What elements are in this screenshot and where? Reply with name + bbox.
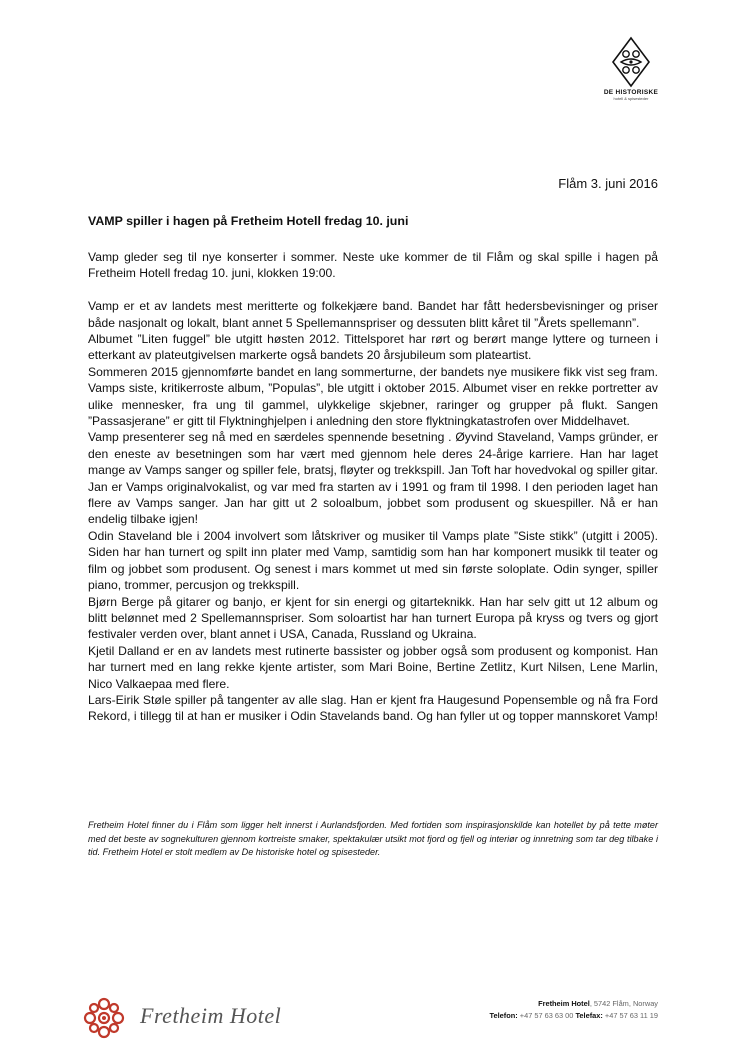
contact-name: Fretheim Hotel <box>538 999 590 1008</box>
contact-address-line <box>490 998 658 1010</box>
fretheim-wordmark: Fretheim Hotel <box>140 1003 282 1028</box>
paragraph: Vamp gleder seg til nye konserter i sommer. Neste uke kommer de til Flåm og skal spille i hagen på Fretheim Hotell fredag 10. juni, klokken 19:00. <box>88 250 658 281</box>
hotel-description: Fretheim Hotel finner du i Flåm som ligger helt innerst i Aurlandsfjorden. Med fortiden som inspirasjonskilde kan hotellet by på tette møter med det beste av sognekulturen gjennom kortreiste smaker, spektakulær utsikt mot fjord og fjell og interiør og innretning som tar deg tilbake i tid. Fretheim Hotel er stolt medlem av De historiske hotel og spisesteder. <box>88 820 658 858</box>
phone-label: Telefon: <box>489 1011 518 1020</box>
de-historiske-logo <box>596 36 666 101</box>
contact-info <box>490 998 658 1022</box>
paragraph: Bjørn Berge på gitarer og banjo, er kjent for sin energi og gitarteknikk. Han har selv gitt ut 12 album og blitt belønnet med 2 Spellemannspriser. Som soloartist har han turnert Europa på kryss og tvers og gjort festivaler verden over, blant annet i USA, Canada, Russland og Ukraina. <box>88 594 658 642</box>
fretheim-flower-logo <box>78 992 130 1049</box>
phone-number: +47 57 63 63 00 <box>517 1011 576 1020</box>
diamond-ornament-icon <box>611 36 651 88</box>
paragraph: Vamp presenterer seg nå med en særdeles spennende besetning . Øyvind Staveland, Vamps gründer, er den eneste av besetningen som har vært med gjennom hele deres 24-årige karriere. Han har laget mange av Vamps sanger og spiller fele, bratsj, fløyter og trekkspill. Jan Toft har hovedvokal og spiller gitar. Jan er Vamps originalvokalist, og var med fra starten av i 1991 og fram til 1998. I den perioden laget han flere av Vamps sanger. Jan har gitt ut 2 soloalbum, jobbet som produsent og skuespiller. Nå er han endelig tilbake igjen! <box>88 430 658 527</box>
logo-line-1: DE HISTORISKE <box>603 89 659 96</box>
fax-label: Telefax: <box>575 1011 603 1020</box>
contact-address: , 5742 Flåm, Norway <box>589 999 658 1008</box>
logo-line-2: hotell & spisesteder <box>613 96 649 101</box>
paragraph: Odin Staveland ble i 2004 involvert som låtskriver og musiker til Vamps plate ”Siste stikk” (utgitt i 2005). Siden har han turnert og spilt inn plater med Vamp, samtidig som han har komponert musikk til teater og film og jobbet som produsent. Og senest i mars kommet ut med sin første soloplate. Odin synger, spiller piano, trommer, percusjon og trekkspill. <box>88 528 658 593</box>
body-text <box>88 249 658 725</box>
fax-number: +47 57 63 11 19 <box>602 1011 658 1020</box>
press-release-title: VAMP spiller i hagen på Fretheim Hotell fredag 10. juni <box>88 214 409 228</box>
paragraph: Kjetil Dalland er en av landets mest rutinerte bassister og jobber også som produsent og komponist. Han har turnert med en lang rekke kjente artister, som Mari Boine, Bertine Zetlitz, Kurt Nilsen, Lene Marlin, Nico Valkaepaa med flere. <box>88 643 658 691</box>
paragraph: Lars-Eirik Støle spiller på tangenter av alle slag. Han er kjent fra Haugesund Popensemble og nå fra Ford Rekord, i tillegg til at han er musiker i Odin Stavelands band. Og han fyller ut og topper mannskoret Vamp! <box>88 692 659 724</box>
letter-date: Flåm 3. juni 2016 <box>558 176 658 191</box>
flower-ornament-icon <box>78 992 130 1044</box>
paragraph: Sommeren 2015 gjennomførte bandet en lang sommerturne, der bandets nye musikere fikk vist seg fram. Vamps siste, kritikerroste album, ”Populas”, ble utgitt i oktober 2015. Albumet viser en rekke portretter av ulike mennesker, fra ung til gammel, ulykkelige skjebner, raringer og grupper på flukt. Sangen ”Passasjerane” er gitt til Flyktninghjelpen i anledning den store flyktningkatastrofen over Middelhavet. <box>88 364 658 429</box>
contact-phone-line <box>490 1010 658 1022</box>
paragraph: Vamp er et av landets mest meritterte og folkekjære band. Bandet har fått hedersbevisninger og priser både nasjonalt og lokalt, blant annet 5 Spellemannspriser og dessuten blitt kåret til ”Årets spellemann”. <box>88 299 658 330</box>
paragraph: Albumet ”Liten fuggel” ble utgitt høsten 2012. Tittelsporet har rørt og berørt mange lyttere og turneen i etterkant av plateutgivelsen markerte også bandets 20 årsjubileum som plateartist. <box>88 332 658 363</box>
